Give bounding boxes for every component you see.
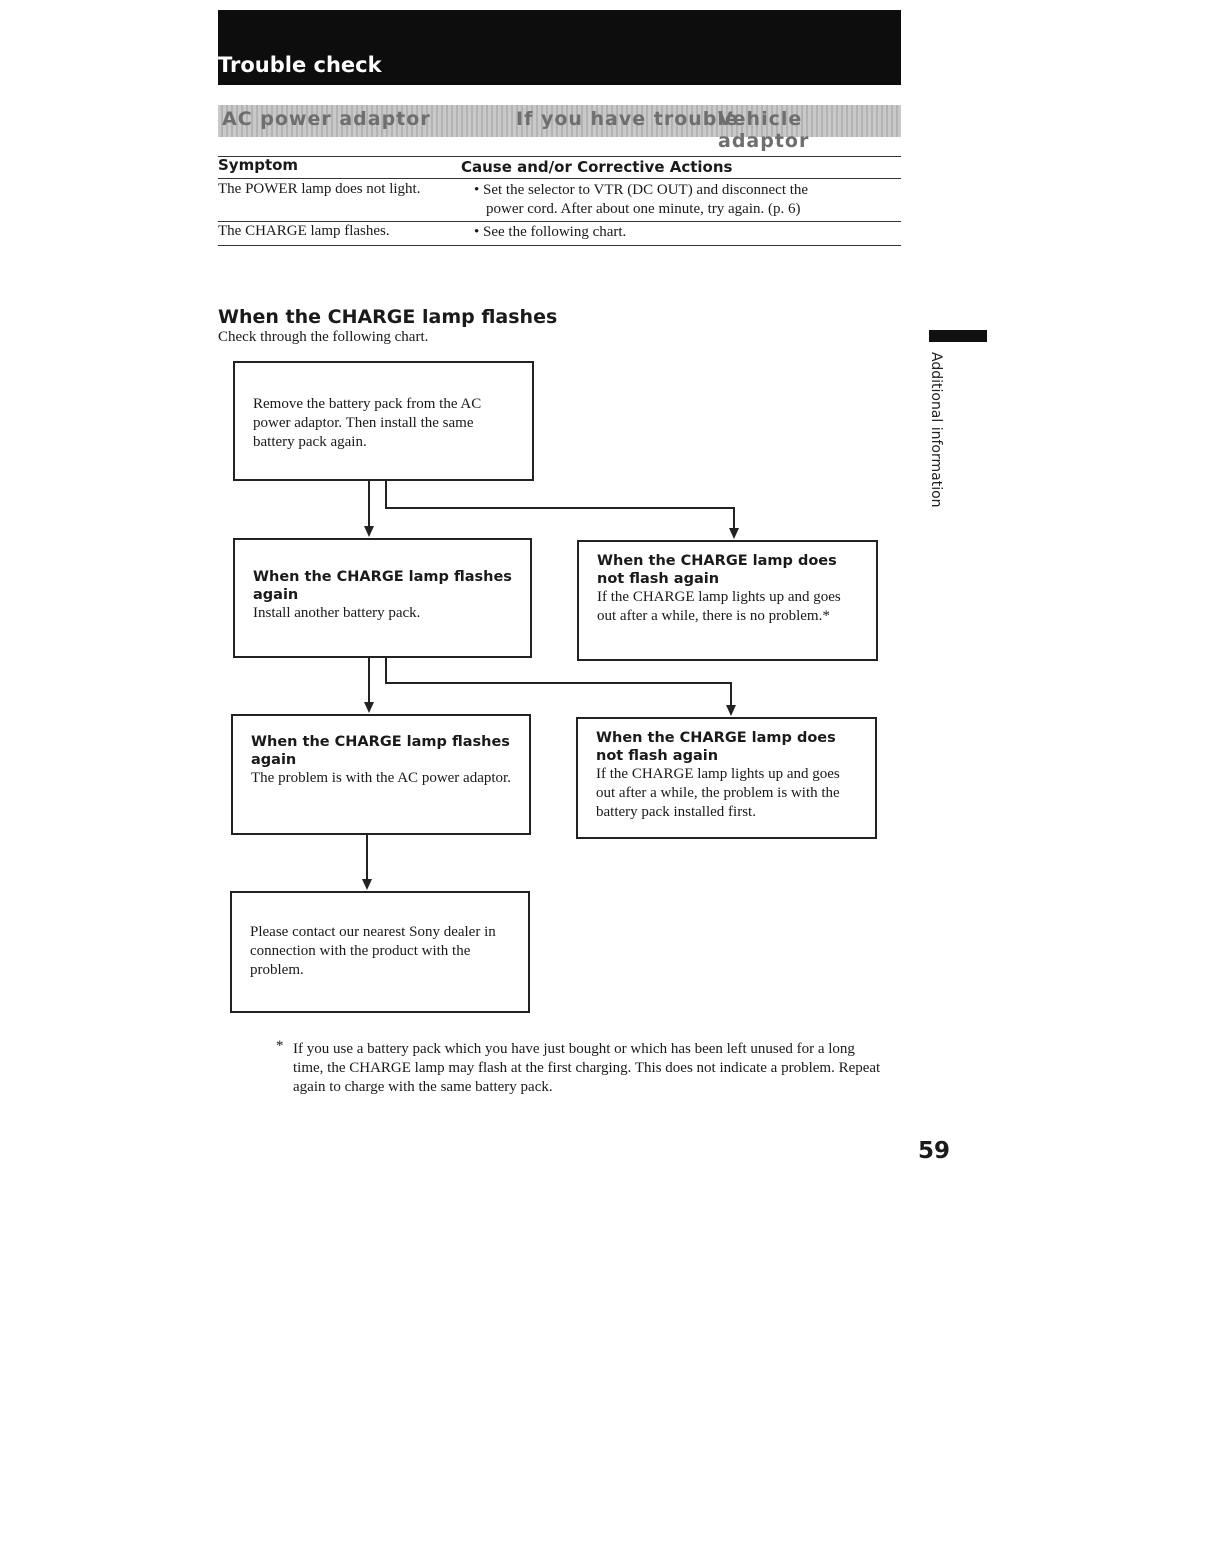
column-header-cause: Cause and/or Corrective Actions xyxy=(461,158,733,176)
connector-level1-branch-down xyxy=(385,658,387,684)
band-label-vehicle-adaptor: Vehicle adaptor xyxy=(718,108,810,152)
flow-box-final xyxy=(230,891,530,1013)
side-tab-label: Additional information xyxy=(928,352,944,508)
page-title: Trouble check xyxy=(218,53,382,77)
flow-box-level1-right xyxy=(577,540,878,661)
side-tab xyxy=(922,352,952,512)
flow-box-level1-right-text: If the CHARGE lamp lights up and goes out after a while, there is no problem.* xyxy=(597,589,841,624)
flow-box-level1-left xyxy=(233,538,532,658)
footnote-marker: * xyxy=(276,1038,284,1054)
flow-box-final-text: Please contact our nearest Sony dealer in connection with the product with the problem. xyxy=(250,924,496,978)
connector-to-level2-right xyxy=(730,682,732,705)
connector-level1-down xyxy=(368,658,370,703)
connector-to-level1-right xyxy=(733,507,735,528)
flow-box-level2-left xyxy=(231,714,531,835)
flow-box-level1-right-title: When the CHARGE lamp does not flash again xyxy=(597,553,837,587)
page-number: 59 xyxy=(918,1138,951,1164)
table-row-1-cause-line2: power cord. After about one minute, try again. (p. 6) xyxy=(486,201,801,217)
connector-start-branch-down xyxy=(385,481,387,509)
table-row-rule xyxy=(218,221,901,222)
flow-box-level2-left-title: When the CHARGE lamp flashes again xyxy=(251,734,510,768)
section-heading: When the CHARGE lamp flashes xyxy=(218,306,558,328)
arrow-to-level1-left xyxy=(364,526,374,537)
band-label-trouble: If you have trouble xyxy=(516,108,739,130)
table-row-2-symptom: The CHARGE lamp flashes. xyxy=(218,223,390,239)
connector-level2-down xyxy=(366,835,368,880)
flow-box-level2-right xyxy=(576,717,877,839)
section-intro: Check through the following chart. xyxy=(218,329,429,345)
flow-box-level1-left-text: Install another battery pack. xyxy=(253,605,421,621)
flow-box-level2-right-text: If the CHARGE lamp lights up and goes out after a while, the problem is with the battery pack installed first. xyxy=(596,766,840,820)
connector-start-branch-across xyxy=(385,507,735,509)
flow-box-start-text: Remove the battery pack from the AC power adaptor. Then install the same battery pack again. xyxy=(253,396,482,450)
column-header-symptom: Symptom xyxy=(218,156,299,174)
table-row-2-cause-line1: • See the following chart. xyxy=(474,224,627,240)
flow-box-level1-left-title: When the CHARGE lamp flashes again xyxy=(253,569,512,603)
arrow-to-level2-left xyxy=(364,702,374,713)
flow-box-level2-right-title: When the CHARGE lamp does not flash again xyxy=(596,730,836,764)
arrow-to-level2-right xyxy=(726,705,736,716)
subsection-band xyxy=(218,105,901,152)
flow-box-start xyxy=(233,361,534,481)
connector-level1-branch-across xyxy=(385,682,732,684)
table-row-1-symptom: The POWER lamp does not light. xyxy=(218,181,421,197)
arrow-to-level1-right xyxy=(729,528,739,539)
connector-start-down xyxy=(368,481,370,527)
band-label-ac-power-adaptor: AC power adaptor xyxy=(222,108,431,130)
arrow-to-final xyxy=(362,879,372,890)
table-header-rule xyxy=(218,178,901,179)
header-bar xyxy=(218,10,901,85)
flow-box-level2-left-text: The problem is with the AC power adaptor. xyxy=(251,770,511,786)
footnote-text: If you use a battery pack which you have just bought or which has been left unused for a long time, the CHARGE lamp may flash at the first charging. This does not indicate a problem. Repeat again to charge with the same battery pack. xyxy=(293,1041,881,1095)
table-row-1-cause-line1: • Set the selector to VTR (DC OUT) and disconnect the xyxy=(474,182,809,198)
table-top-rule xyxy=(218,156,901,157)
table-bottom-rule xyxy=(218,245,901,246)
side-tab-marker xyxy=(929,330,987,342)
